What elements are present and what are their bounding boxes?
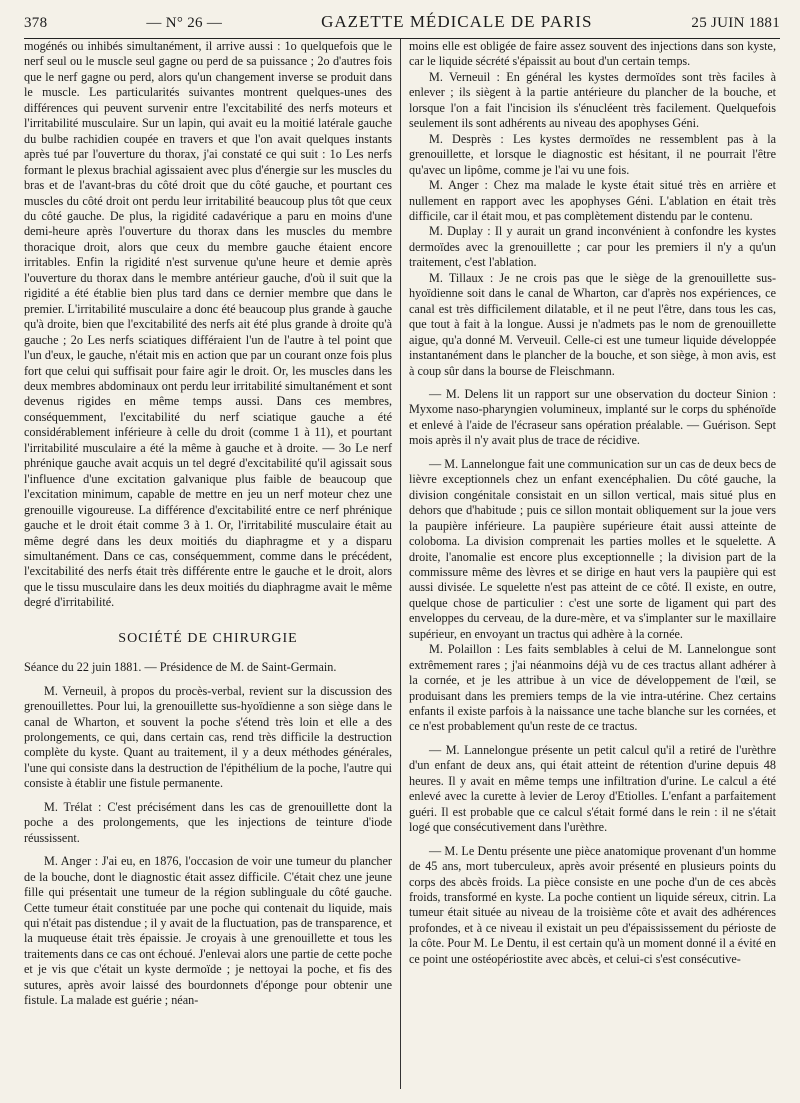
seance-line: Séance du 22 juin 1881. — Présidence de M. de Saint-Germain. bbox=[24, 660, 337, 675]
right-paragraph-anger: M. Anger : Chez ma malade le kyste était situé très en arrière et nullement en rapport avec les apophyses Géni. L'ablation en était très difficile, car il était mou, et pas complètement distendu par le contenu. bbox=[409, 178, 776, 223]
right-paragraph-1: moins elle est obligée de faire assez souvent des injections dans son kyste, car le liquide sécrété s'épaissit au bout d'un certain temps. bbox=[409, 39, 776, 69]
right-paragraph-tillaux: M. Tillaux : Je ne crois pas que le siège de la grenouillette sus-hyoïdienne soit dans le canal de Wharton, car d'après nos expériences, ce canal est très difficilement dilatable, et il ne peut l'être, dans tous les cas, que tout à fait à la longue. Aussi je n'admets pas le nom de grenouillette aigue, qu'a donné M. Verveuil. Celle-ci est une tumeur liquide développée instantanément dans le plancher de la bouche, et son siège, à mon avis, est à coup sûr dans la bourse de Fleischmann. bbox=[409, 270, 776, 378]
page-number: 378 bbox=[24, 15, 48, 31]
text-columns bbox=[24, 39, 780, 1089]
right-paragraph-le-dentu: — M. Le Dentu présente une pièce anatomique provenant d'un homme de 45 ans, mort tuberculeux, après avoir présenté en plusieurs points du corps des abcès froids. La pièce consiste en une poche d'un de ces abcès froids, transformé en kyste. La poche contient un liquide séreux, citrin. La tumeur était située au niveau de la troisième côte et avait des adhérences profondes, et à ce niveau il existait un peu d'épaississement du périoste de la côte. Pour M. Le Dentu, il est certain qu'à un moment donné il a évité en ce point une ostéopériostite avec abcès, et celui-ci s'est consécutive- bbox=[409, 843, 776, 966]
right-column bbox=[400, 39, 776, 1089]
right-paragraph-polaillon: M. Polaillon : Les faits semblables à celui de M. Lannelongue sont extrêmement rares ; j'ai néanmoins déjà vu de ces tractus allant adhérer à la cornée, et je les attribue à un vice de développement de l'œil, se produisant dans les premiers temps de la vie intra-utérine. Chez certains enfants il existe parfois à la naissance une tache blanche sur les cornées, et ce n'est probablement qu'un reste de ce tractus. bbox=[409, 642, 776, 734]
right-paragraph-lannelongue-calcul: — M. Lannelongue présente un petit calcul qu'il a retiré de l'urèthre d'un enfant de deux ans, qui était atteint de rétention d'urine depuis 48 heures. Il y avait en même temps une infiltration d'urine. Le calcul a été enlevé avec la curette à levier de Leroy d'Etiolles. L'enfant a parfaitement guéri. Il est probable que ce calcul s'était formé dans le rein : il ne s'était logé que consécutivement dans l'urèthre. bbox=[409, 742, 776, 835]
left-paragraph-1: mogénés ou inhibés simultanément, il arrive aussi : 1o quelquefois que le nerf seul ou le muscle seul gagne ou perd de sa puissance ; 2o d'autres fois que le nerf gagne ou perd, alors qu'un changement inverse se produit dans le muscle. Les particularités suivantes montrent quelques-unes des différences qui peuvent survenir entre l'excitabilité des nerfs moteurs et l'irritabilité musculaire. Sur un lapin, qui avait eu la moitié latérale gauche du bulbe rachidien coupée en travers et que l'on avait quelques instants après tué par l'ouverture du thorax, j'ai constaté ce qui suit : 1o Les nerfs formant le plexus brachial agissaient avec plus d'énergie sur les muscles du bras et de l'avant-bras du côté droit que du côté gauche, et pourtant ces muscles du côté droit ont perdu leur irritabilité beaucoup plus tôt que ceux du côté gauche. De plus, la rigidité cadavérique a paru en moins d'une demi-heure après l'ouverture du thorax dans les muscles du membre thoracique droit, alors que ceux du membre gauche étaient encore irritables. Enfin la rigidité n'est survenue qu'une heure et demie après l'ouverture du thorax dans le membre antérieur gauche, d'où il suit que la rigidité a été établie bien plus tard dans ce dernier membre que dans le premier. L'irritabilité musculaire a donc été beaucoup plus grande à gauche qu'à droite, bien que l'excitabilité des nerfs ait été plus grande à droite qu'à gauche ; 2o Les nerfs sciatiques différaient l'un de l'autre à tel point que l'un d'eux, le gauche, n'était mis en action que par un courant onze fois plus fort que celui qui suffisait pour faire agir le droit. Or, les muscles dans les deux membres abdominaux ont perdu leur irritabilité simultanément et sont devenus rigides en même temps aussi. Dans ces membres, conséquemment, l'excitabilité du nerf sciatique gauche a été considérablement inférieure à celle du droit (comme 1 à 11), et pourtant l'irritabilité musculaire a été la même à gauche et à droite. — 3o Le nerf phrénique gauche avait acquis un tel degré d'excitabilité qu'il agissait sous l'influence d'une excitation galvanique plus faible de beaucoup que l'excitation minimum, capable de mettre en jeu un nerf moteur chez une grenouille vigoureuse. La différence d'excitabilité entre ce nerf phrénique gauche et le droit était comme 3 à 1. Or, l'irritabilité musculaire était au même degré dans les deux moitiés du diaphragme et y a disparu simultanément. Dans ce cas, conséquemment, comme dans le précédent, l'excitabilité des nerfs était très différente entre le gauche et le droit, alors que le tissu musculaire dans les deux moitiés du diaphragme avait le même degré d'irritabilité. bbox=[24, 39, 392, 610]
section-title: SOCIÉTÉ DE CHIRURGIE bbox=[118, 630, 298, 646]
right-paragraph-duplay: M. Duplay : Il y aurait un grand inconvénient à confondre les kystes dermoïdes avec la grenouillette ; car pour les premiers il n'y a qu'un traitement, c'est l'ablation. bbox=[409, 224, 776, 270]
left-column bbox=[24, 39, 400, 1089]
journal-title: GAZETTE MÉDICALE DE PARIS bbox=[321, 12, 593, 31]
issue-date: 25 JUIN 1881 bbox=[691, 15, 780, 31]
left-paragraph-anger: M. Anger : J'ai eu, en 1876, l'occasion de voir une tumeur du plancher de la bouche, dont le diagnostic était assez difficile. C'était chez une jeune fille qui présentait une tumeur de la région sublinguale du côté gauche. Cette tumeur était constituée par une poche qui contenait du liquide, mais qui n'était pas distendue ; il y avait de la fluctuation, pas de transparence, et la muqueuse était très épaissie. Je croyais à une grenouillette et tous les traitements dans ce cas ont échoué. J'enlevai alors une partie de cette poche et je vis que c'était un kyste dermoïde ; je nettoyai la poche, et fis des sutures, après avoir laissé des bourdonnets d'éponge pour obtenir une fistule. La malade est guérie ; néan- bbox=[24, 854, 392, 1008]
page-header bbox=[24, 12, 780, 34]
right-paragraph-despres: M. Desprès : Les kystes dermoïdes ne ressemblent pas à la grenouillette, et lorsque le diagnostic est hésitant, il ne pourrait l'être qu'avec un lipôme, comme je l'ai vu une fois. bbox=[409, 131, 776, 177]
right-paragraph-delens: — M. Delens lit un rapport sur une observation du docteur Sinion : Myxome naso-pharyngien volumineux, implanté sur le corps du sphénoïde et enlevé à l'aide de l'écraseur sans opération préalable. — Guérison. Sept mois après il n'y avait plus de trace de récidive. bbox=[409, 386, 776, 448]
left-paragraph-trelat: M. Trélat : C'est précisément dans les cas de grenouillette dont la poche a des prolongements, que les injections de teinture d'iode réussissent. bbox=[24, 799, 392, 845]
right-paragraph-verneuil: M. Verneuil : En général les kystes dermoïdes sont très faciles à enlever ; ils siègent à la partie antérieure du plancher de la bouche, et lorsque l'on a fait l'incision ils s'énucléent très facilement. Quelquefois seulement ils sont adhérents au niveau des apophyses Géni. bbox=[409, 69, 776, 131]
issue-number: — N° 26 — bbox=[146, 15, 223, 31]
right-paragraph-lannelongue: — M. Lannelongue fait une communication sur un cas de deux becs de lièvre exceptionnels chez un enfant exencéphalien. Du côté gauche, la division congénitale consistait en un sillon vertical, mais situé plus en dehors que d'habitude ; puis ce sillon montait obliquement sur la joue vers la paupière inférieure. La paupière supérieure était aussi atteinte de coloboma. La division comprenait les parties molles et le squelette. A droite, l'anomalie est encore plus exceptionnelle ; la division part de la commissure même des lèvres et se dirige en haut vers la paupière qui est aussi divisée. Le squelette n'est pas atteint de ce côté. Il existe, en outre, quelque chose de particulier : c'est une sorte de ligament qui part des enveloppes du cerveau, de la dure-mère, et va s'implanter sur le maxillaire supérieur, en envoyant un tractus qui adhère à la cornée. bbox=[409, 456, 776, 641]
left-paragraph-verneuil: M. Verneuil, à propos du procès-verbal, revient sur la discussion des grenouillettes. Pour lui, la grenouillette sus-hyoïdienne a son siège dans le canal de Wharton, et souvent la poche s'étend très loin et elle a des prolongements, ce qui, dans certain cas, rend très difficile la destruction complète du kyste. Quant au traitement, il y a deux méthodes générales, l'une qui consiste dans la destruction de l'épithélium de la poche, l'autre qui consiste à établir une fistule permanente. bbox=[24, 683, 392, 791]
